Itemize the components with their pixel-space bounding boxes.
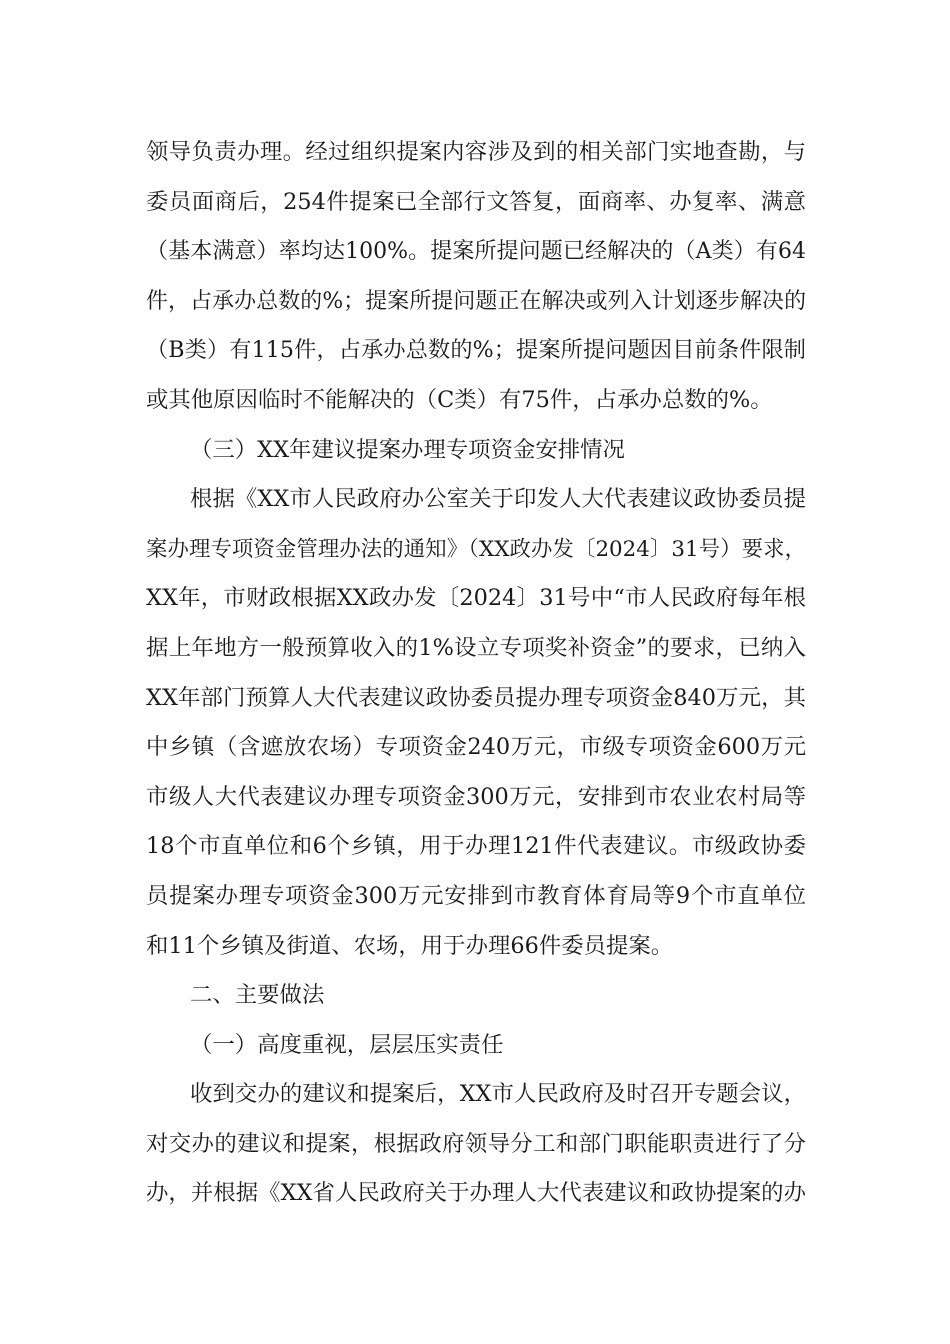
paragraph-line-22: 办，并根据《XX省人民政府关于办理人大代表建议和政协提案的办: [146, 1180, 806, 1207]
paragraph-line-4: 件，占承办总数的%；提案所提问题正在解决或列入计划逐步解决的: [146, 288, 806, 314]
paragraph-line-20: 收到交办的建议和提案后，XX市人民政府及时召开专题会议，: [190, 1081, 806, 1108]
paragraph-line-11: 据上年地方一般预算收入的1%设立专项奖补资金”的要求，已纳入: [146, 634, 806, 661]
paragraph-line-1: 领导负责办理。经过组织提案内容涉及到的相关部门实地查勘，与: [146, 139, 806, 165]
subsection-heading-1: （一）高度重视，层层压实责任: [190, 1031, 504, 1058]
paragraph-line-3: （基本满意）率均达100%。提案所提问题已经解决的（A类）有64: [146, 239, 806, 265]
paragraph-line-6: 或其他原因临时不能解决的（C类）有75件，占承办总数的%。: [146, 386, 773, 413]
paragraph-line-9: 案办理专项资金管理办法的通知》（XX政办发〔2024〕31号）要求，: [146, 536, 806, 562]
section-heading-2: 二、主要做法: [190, 982, 325, 1009]
section-heading-3: （三）XX年建议提案办理专项资金安排情况: [190, 436, 625, 463]
paragraph-line-12: XX年部门预算人大代表建议政协委员提办理专项资金840万元，其: [146, 684, 806, 711]
paragraph-line-10: XX年，市财政根据XX政办发〔2024〕31号中“市人民政府每年根: [146, 585, 806, 612]
paragraph-line-15: 18个市直单位和6个乡镇，用于办理121件代表建议。市级政协委: [146, 833, 806, 860]
paragraph-line-16: 员提案办理专项资金300万元安排到市教育体育局等9个市直单位: [146, 882, 806, 909]
paragraph-line-17: 和11个乡镇及街道、农场，用于办理66件委员提案。: [146, 932, 674, 959]
paragraph-line-5: （B类）有115件，占承办总数的%；提案所提问题因目前条件限制: [146, 337, 806, 364]
paragraph-line-21: 对交办的建议和提案，根据政府领导分工和部门职能职责进行了分: [146, 1130, 806, 1157]
paragraph-line-13: 中乡镇（含遮放农场）专项资金240万元，市级专项资金600万元: [146, 734, 806, 761]
paragraph-line-8: 根据《XX市人民政府办公室关于印发人大代表建议政协委员提: [190, 486, 806, 513]
paragraph-line-14: 市级人大代表建议办理专项资金300万元，安排到市农业农村局等: [146, 783, 806, 810]
body-text: [146, 128, 806, 1219]
paragraph-line-2: 委员面商后，254件提案已全部行文答复，面商率、办复率、满意: [146, 188, 806, 215]
